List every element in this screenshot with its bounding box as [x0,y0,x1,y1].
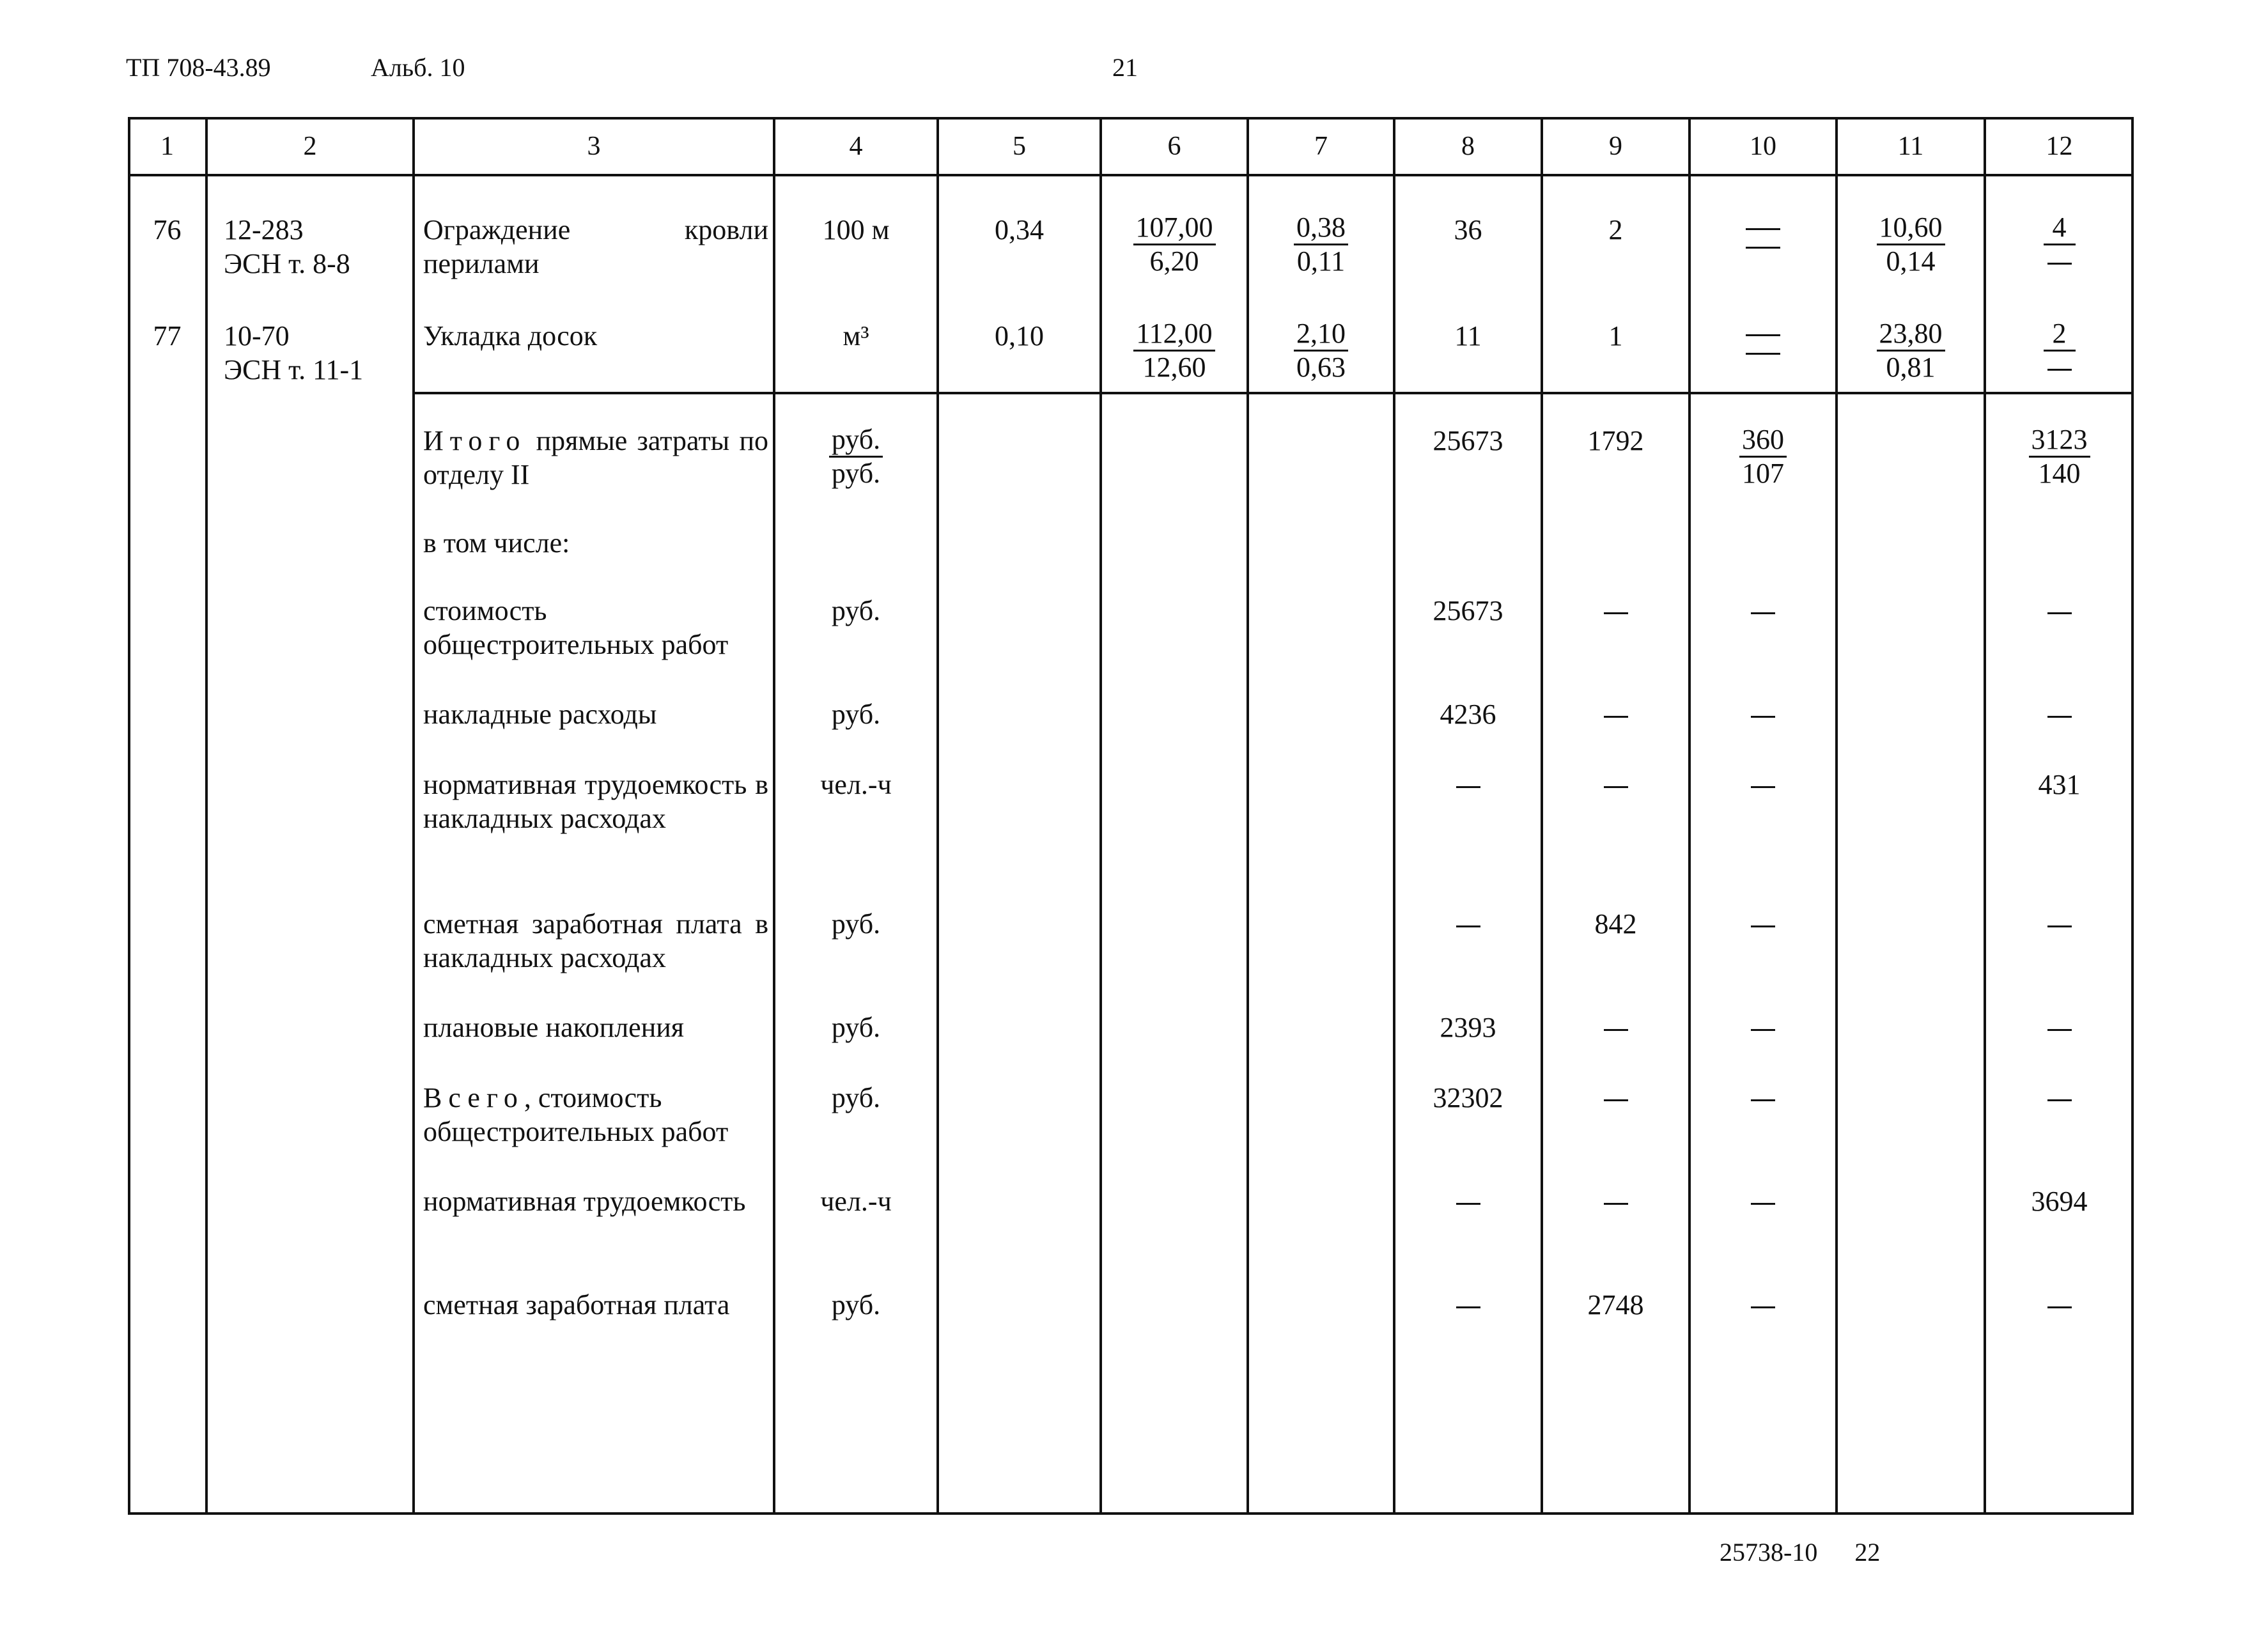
empty-dash [1542,1010,1689,1044]
empty-dash [1689,594,1837,628]
column-header-7: 7 [1314,132,1328,161]
empty-dash [1689,697,1837,731]
total-cost: 32302 [1433,1082,1503,1113]
including-label: в том числе: [423,527,570,559]
empty-dash [1394,907,1542,941]
unit: 100 м [822,214,890,245]
labor-total-fraction: $\frac{3123}{140}$ [1985,424,2134,490]
total-cost: 2393 [1440,1012,1496,1043]
row-number: 76 [153,214,182,245]
column-header-5: 5 [1013,132,1026,161]
unit-cost-fraction: $\frac{112,00}{12,60}$ [1101,318,1248,384]
labor-unit-fraction: $\frac{23,80}{0,81}$ [1837,318,1985,384]
empty-dash [1985,594,2134,628]
empty-dash [1542,697,1689,731]
wages: 2748 [1587,1289,1644,1320]
column-header-3: 3 [587,132,601,161]
norm-code-line2: ЭСН т. 11-1 [224,354,364,385]
quantity: 0,10 [995,320,1044,352]
album-label: Альб. 10 [371,53,465,82]
empty-dash [1542,594,1689,628]
unit: чел.-ч [820,1186,892,1217]
empty-dash [1689,768,1837,801]
empty-dash [1985,1081,2134,1115]
unit-cost-fraction: $\frac{107,00}{6,20}$ [1101,212,1248,278]
page-footer [1720,1537,1917,1567]
empty-fraction [1689,318,1837,379]
empty-dash [1689,907,1837,941]
summary-label: сметная заработная плата [423,1289,730,1320]
summary-label: Итого прямые затраты по отделу II [423,425,768,490]
empty-dash [1689,1081,1837,1115]
document-code: ТП 708-43.89 [126,53,271,82]
empty-dash [1689,1184,1837,1218]
quantity: 0,34 [995,214,1044,245]
empty-dash [1985,1288,2134,1322]
labor-fraction: $\frac{2,10}{0,63}$ [1248,318,1394,384]
labor-fraction: $\frac{0,38}{0,11}$ [1248,212,1394,278]
labor-total: 431 [2038,769,2081,800]
norm-code [224,213,409,281]
page-number: 21 [1112,53,1138,82]
column-header-2: 2 [303,132,317,161]
labor-total: 3694 [2031,1186,2088,1217]
empty-dash [1542,1184,1689,1218]
labor-unit-fraction: $\frac{10,60}{0,14}$ [1837,212,1985,278]
summary-label: стоимость общестроительных работ [423,595,729,660]
footer-code: 25738-10 [1720,1538,1818,1567]
column-header-1: 1 [160,132,174,161]
norm-code-line1: 10-70 [224,320,290,352]
labor-total-fraction: 2 [1985,318,2134,384]
summary-label: накладные расходы [423,699,657,730]
summary-label: сметная заработная плата в накладных расходах [423,908,768,973]
total-cost: 36 [1454,214,1482,245]
empty-dash [1985,907,2134,941]
unit: руб. [831,595,881,626]
norm-code-line1: 12-283 [224,214,304,245]
work-name: Ограждение кровли перилами [423,214,768,279]
labor-total-fraction: 4 [1985,212,2134,278]
unit: руб. [831,908,881,940]
total-cost: 11 [1454,320,1482,352]
summary-label: нормативная трудоемкость в накладных расходах [423,769,768,834]
total-cost: 25673 [1433,425,1503,456]
column-header-10: 10 [1750,132,1776,161]
empty-dash [1542,768,1689,801]
estimate-table [128,117,2134,1515]
norm-code [224,319,409,387]
unit: чел.-ч [820,769,892,800]
wages: 2 [1608,214,1623,245]
unit: руб. [831,1012,881,1043]
total-cost: 4236 [1440,699,1496,730]
column-header-12: 12 [2046,132,2073,161]
total-cost: 25673 [1433,595,1503,626]
empty-dash [1394,768,1542,801]
summary-label: нормативная трудоемкость [423,1186,746,1217]
column-header-9: 9 [1609,132,1622,161]
empty-dash [1542,1081,1689,1115]
summary-label: Всего, стоимость общестроительных работ [423,1082,729,1147]
unit: м³ [843,320,869,352]
column-header-6: 6 [1167,132,1181,161]
unit: руб. [831,1082,881,1113]
empty-dash [1394,1184,1542,1218]
machine-fraction: $\frac{360}{107}$ [1689,424,1837,490]
unit: руб. [831,1289,881,1320]
footer-sheet: 22 [1854,1538,1881,1567]
norm-code-line2: ЭСН т. 8-8 [224,248,350,279]
empty-fraction [1689,212,1837,273]
row-number: 77 [153,320,182,352]
column-header-8: 8 [1461,132,1475,161]
empty-dash [1394,1288,1542,1322]
empty-dash [1689,1288,1837,1322]
empty-dash [1689,1010,1837,1044]
empty-dash [1985,697,2134,731]
wages: 842 [1594,908,1637,940]
column-header-4: 4 [849,132,863,161]
empty-dash [1985,1010,2134,1044]
unit: руб. [831,699,881,730]
work-name: Укладка досок [423,320,598,352]
unit-fraction: $\frac{\text{руб.}}{\text{руб.}}$ [774,424,938,490]
column-header-11: 11 [1897,132,1924,161]
summary-label: плановые накопления [423,1012,685,1043]
wages: 1792 [1587,425,1644,456]
wages: 1 [1608,320,1623,352]
